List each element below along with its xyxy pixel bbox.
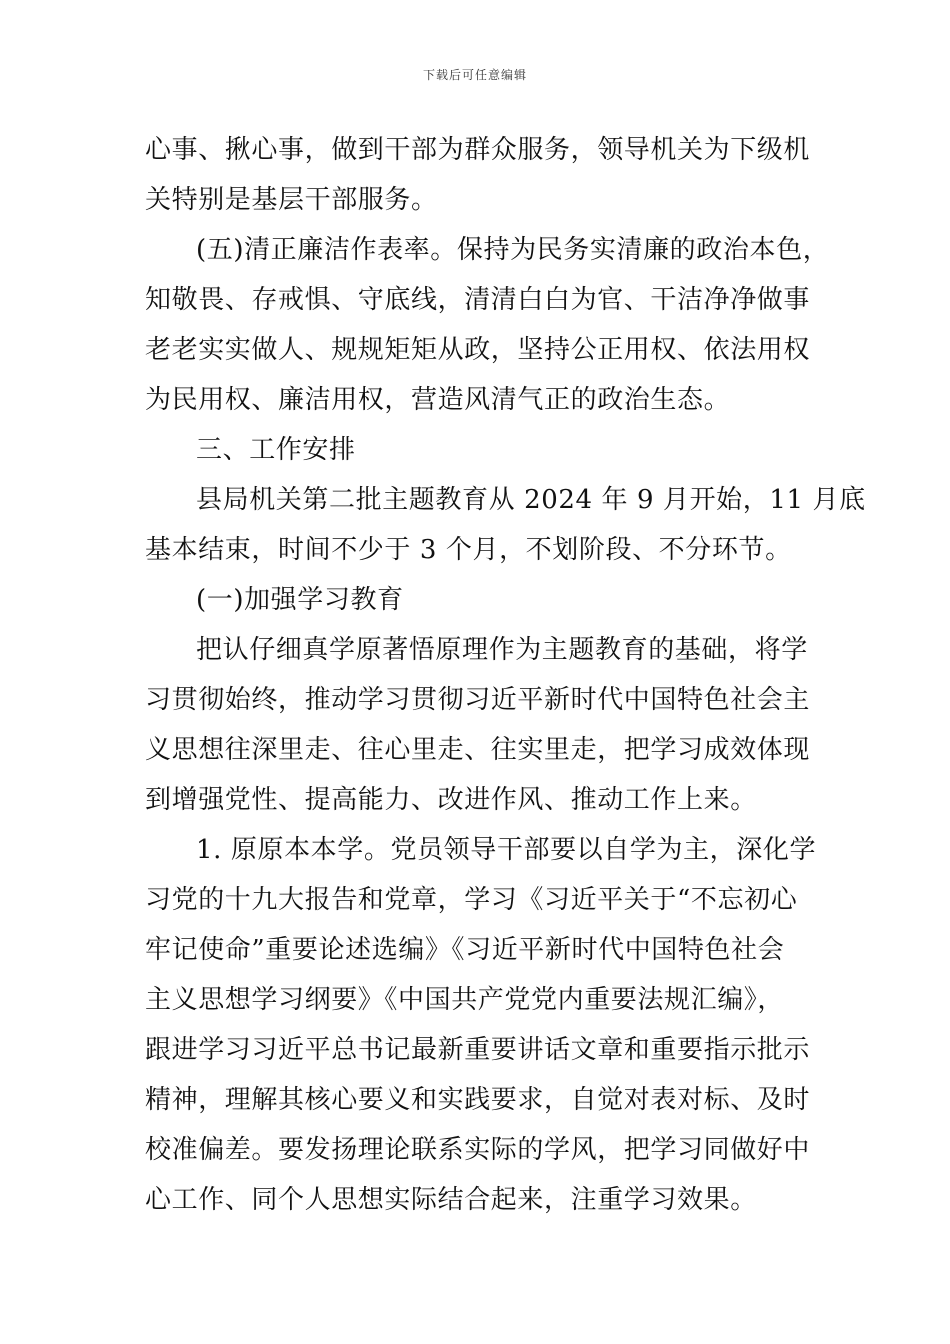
section-heading: 三、工作安排 [196, 435, 356, 465]
text-line-5: 老老实实做人、规规矩矩从政，坚持公正用权、依法用权 [145, 335, 811, 365]
text-line-22: 心工作、同个人思想实际结合起来，注重学习效果。 [145, 1185, 757, 1215]
text-line-15: 1. 原原本本学。党员领导干部要以自学为主，深化学 [196, 835, 817, 865]
text-line-19: 跟进学习习近平总书记最新重要讲话文章和重要指示批示 [145, 1035, 811, 1065]
text-line-4: 知敬畏、存戒惧、守底线，清清白白为官、干洁净净做事 [145, 285, 811, 315]
text-line-20: 精神，理解其核心要义和实践要求，自觉对表对标、及时 [145, 1085, 811, 1115]
text-line-18: 主义思想学习纲要》《中国共产党党内重要法规汇编》， [145, 985, 785, 1015]
text-line-1: 心事、揪心事，做到干部为群众服务，领导机关为下级机 [145, 135, 811, 165]
text-line-9: 基本结束，时间不少于 3 个月，不划阶段、不分环节。 [145, 535, 792, 565]
text-line-17: 牢记使命”重要论述选编》《习近平新时代中国特色社会 [145, 935, 785, 965]
text-line-2: 关特别是基层干部服务。 [145, 185, 438, 215]
subsection-heading: (一)加强学习教育 [196, 585, 404, 615]
text-line-21: 校准偏差。要发扬理论联系实际的学风，把学习同做好中 [145, 1135, 811, 1165]
text-line-13: 义思想往深里走、往心里走、往实里走，把学习成效体现 [145, 735, 811, 765]
text-line-3: (五)清正廉洁作表率。保持为民务实清廉的政治本色， [196, 235, 830, 265]
text-line-14: 到增强党性、提高能力、改进作风、推动工作上来。 [145, 785, 757, 815]
text-line-11: 把认仔细真学原著悟原理作为主题教育的基础，将学 [196, 635, 808, 665]
text-line-16: 习党的十九大报告和党章，学习《习近平关于“不忘初心 [145, 885, 798, 915]
text-line-8: 县局机关第二批主题教育从 2024 年 9 月开始，11 月底 [196, 485, 866, 515]
text-line-6: 为民用权、廉洁用权，营造风清气正的政治生态。 [145, 385, 731, 415]
page-header: 下载后可任意编辑 [422, 68, 527, 82]
text-line-12: 习贯彻始终，推动学习贯彻习近平新时代中国特色社会主 [145, 685, 811, 715]
